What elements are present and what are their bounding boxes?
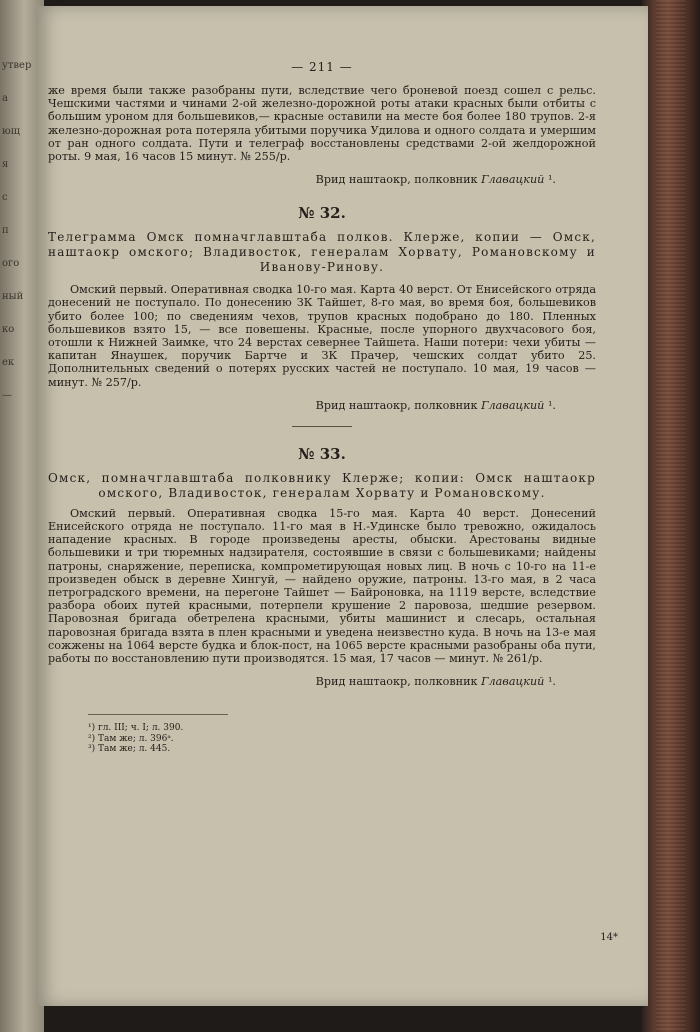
doc-33-signature bbox=[48, 675, 556, 688]
signature-1 bbox=[48, 173, 556, 186]
divider-rule bbox=[292, 426, 352, 427]
doc-32-signature-text: Врид наштаокр, полковник bbox=[315, 398, 482, 412]
left-fragment: ого bbox=[2, 258, 20, 269]
footnote-rule bbox=[88, 714, 228, 715]
left-fragment: ющ bbox=[2, 126, 21, 137]
page-number: — 211 — bbox=[291, 60, 353, 74]
book-binding bbox=[642, 0, 700, 1032]
left-fragment: ко bbox=[2, 324, 15, 335]
signature-1-text: Врид наштаокр, полковник bbox=[315, 173, 482, 187]
left-fragment: ек bbox=[2, 357, 15, 368]
doc-33-signature-text: Врид наштаокр, полковник bbox=[315, 675, 482, 689]
footnote-2: ²) Там же; л. 396ᵃ. bbox=[88, 733, 174, 744]
signature-1-mark: ¹. bbox=[544, 173, 556, 187]
footnotes bbox=[88, 723, 596, 755]
left-fragment: с bbox=[2, 192, 8, 203]
doc-32-number: № 32. bbox=[298, 204, 346, 223]
left-fragment: утвер bbox=[2, 60, 32, 71]
doc-33-number: № 33. bbox=[298, 444, 346, 463]
sheet-mark: 14* bbox=[600, 932, 618, 943]
doc-32-body: Омский первый. Оперативная сводка 10-го мая. Карта 40 верст. От Енисейского отряда донесений не поступало. По донесению ЗК Тайшет, 8-го мая, во время боя, большевиков убито более 100; по сведениям чехов, трупов красных подобрано до 180. Пленных большевиков взято 15, — все повешены. Красные, после упорного двухчасового боя, отошли к Нижней Заимке, что 24 верстах севернее Тайшета. Наши потери: чехи убиты — капитан Янаушек, поручик Бартче и ЗК Прачер, чешских солдат убито 25. Дополнительных сведений о потерях русских частей не поступало. 10 мая, 19 часов — минут. № 257/р. bbox=[48, 283, 596, 389]
doc-33-signature-mark: ¹. bbox=[544, 675, 556, 689]
intro-paragraph: же время были также разобраны пути, вследствие чего броневой поезд сошел с рельс. Чешскими частями и чинами 2-ой железно-дорожной роты атаки красных были отбиты с большим уроном для большевиков,— красные оставили на месте боя более 180 трупов. 2-я железно-дорожная рота потеряла убитыми поручика Удилова и одного солдата и умершим от ран одного солдата. Пути и телеграф восстановлены средствами 2-ой желдорожной роты. 9 мая, 16 часов 15 минут. № 255/р. bbox=[48, 84, 596, 164]
doc-33-body: Омский первый. Оперативная сводка 15-го мая. Карта 40 верст. Донесений Енисейского отряда не поступало. 11-го мая в Н.-Удинске было тревожно, ожидалось нападение красных. В городе произведены аресты, обыски. Арестованы видные большевики и три тюремных надзирателя, состоявшие в связи с большевиками; найдены патроны, снаряжение, переписка, компрометирующая новых лиц. В ночь с 10-го на 11-е произведен обыск в деревне Хингуй, — найдено оружие, патроны. 13-го мая, в 2 часа петроградского времени, на перегоне Тайшет — Байроновка, на 1119 версте, вследствие разбора обоих путей красными, потерпели крушение 2 паровоза, шедшие резервом. Паровозная бригада обетрелена красными, убиты машинист и слесарь, остальная паровозная бригада взята в плен красными и уведена неизвестно куда. В ночь на 13-е мая сожжены на 1064 версте будка и блок-пост, на 1065 версте красными разобраны оба пути, работы по восстановлению пути производятся. 15 мая, 17 часов — минут. № 261/р. bbox=[48, 506, 596, 666]
left-fragment: я bbox=[2, 159, 9, 170]
doc-32-header: Телеграмма Омск помначглавштаба полков. Клерже, копии — Омск, наштаокр омского; Владивосток, генералам Хорвату, Романовскому и Иванову-Ринову. bbox=[48, 230, 596, 275]
left-fragment: — bbox=[2, 390, 12, 401]
doc-32-signature bbox=[48, 399, 556, 412]
doc-32-signature-name: Главацкий bbox=[481, 398, 545, 412]
footnote-3: ³) Там же; л. 445. bbox=[88, 744, 171, 755]
doc-32-signature-mark: ¹. bbox=[544, 398, 556, 412]
left-page-fragments bbox=[2, 60, 42, 423]
doc-33-header: Омск, помначглавштаба полковнику Клерже; копии: Омск наштаокр омского, Владивосток, генералам Хорвату и Романовскому. bbox=[48, 470, 596, 500]
left-fragment: ный bbox=[2, 291, 24, 302]
footnote-1: ¹) гл. III; ч. I; л. 390. bbox=[88, 723, 184, 734]
left-fragment: а bbox=[2, 93, 8, 104]
page-content bbox=[48, 6, 596, 755]
doc-33-signature-name: Главацкий bbox=[481, 675, 545, 689]
left-fragment: п bbox=[2, 225, 9, 236]
signature-1-name: Главацкий bbox=[481, 173, 545, 187]
book-page bbox=[38, 6, 648, 1006]
